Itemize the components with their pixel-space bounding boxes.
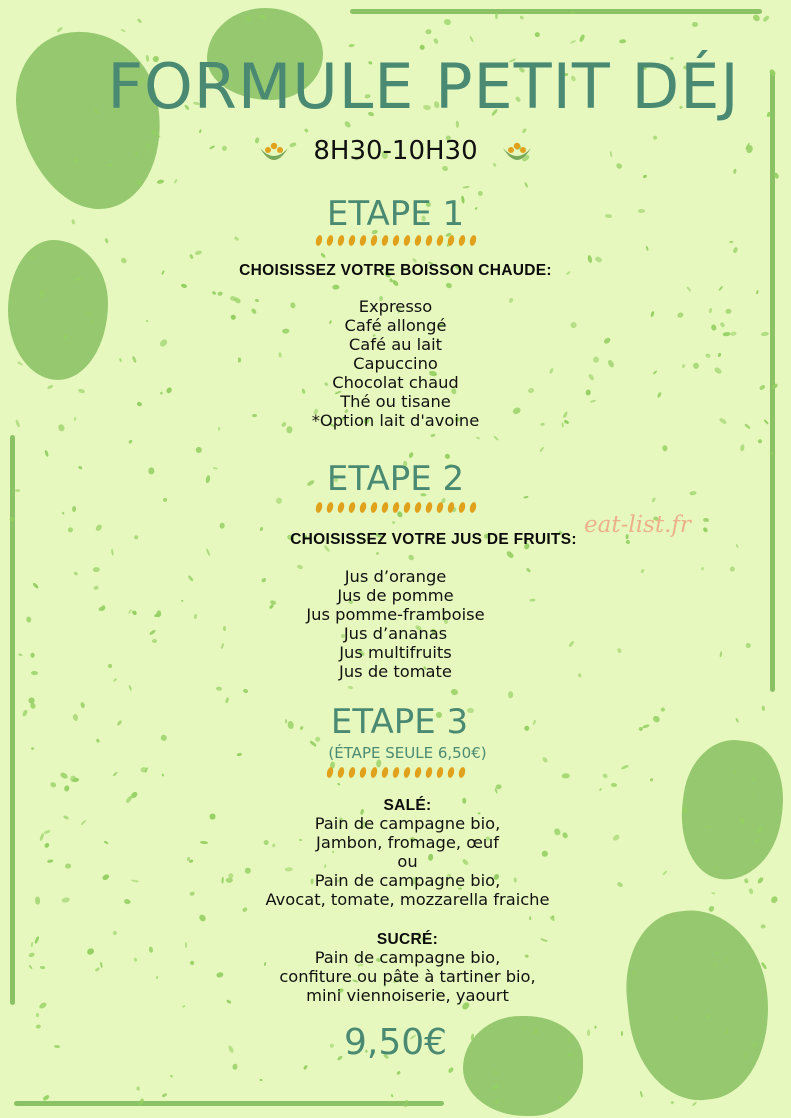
list-item: Pain de campagne bio, [314,871,501,890]
speckle [338,783,341,786]
list-item: Chocolat chaud [332,373,459,392]
divider-dot [391,234,399,246]
divider-dot [446,501,454,513]
speckle [718,285,723,291]
list-item: ou [397,852,418,871]
list-item: Jus multifruits [339,643,452,662]
divider-dot [347,234,355,246]
divider-dot [347,501,355,513]
list-item: mini viennoiserie, yaourt [306,986,509,1005]
divider-dot [413,234,421,246]
speckle [469,36,474,43]
speckle [505,551,514,560]
divider-dot [402,501,410,513]
speckle [528,916,531,920]
speckle [407,452,413,459]
speckle [173,179,177,185]
divider-dot [380,234,388,246]
speckle [599,787,603,791]
speckle [494,1099,500,1106]
speckle [162,1093,168,1098]
speckle [611,783,617,787]
divider-dot [402,766,410,778]
list-item: Pain de campagne bio, [314,948,501,967]
divider-dot [336,234,344,246]
divider-dot [413,766,421,778]
divider-dot [424,234,432,246]
speckle [139,1098,145,1106]
divider-dot [336,766,344,778]
divider-dot [358,766,366,778]
list-item: Jus de pomme [337,586,454,605]
speckle [757,438,762,443]
hours-row [0,136,791,166]
divider-dot [435,234,443,246]
flower-icon [500,140,534,162]
divider-dot [314,501,322,513]
speckle [524,182,529,189]
speckle [551,914,555,918]
speckle [392,520,396,524]
speckle [426,29,432,35]
speckle [29,255,34,260]
speckle [303,1065,308,1071]
divider-dot [402,234,410,246]
speckle [705,1013,710,1018]
speckle [120,28,126,32]
speckle [475,437,479,440]
speckle [433,37,439,44]
speckle [643,175,648,179]
speckle [348,685,353,689]
speckle [244,15,252,23]
divider-dot [391,501,399,513]
page-title: FORMULE PETIT DÉJ [107,50,740,123]
list-item: Jus de tomate [339,662,452,681]
speckle [494,12,498,19]
speckle [491,1083,499,1091]
speckle [732,169,736,175]
speckle [451,688,459,695]
speckle [189,253,194,259]
speckle [774,173,780,179]
speckle [199,129,203,134]
speckle [181,283,188,288]
divider-dot [358,501,366,513]
divider-dot [325,766,333,778]
list-item: *Option lait d'avoine [311,411,480,430]
speckle [195,250,203,256]
divider-dot [457,234,465,246]
divider-dot [435,501,443,513]
divider-dot [424,501,432,513]
speckle [740,444,745,451]
speckle [686,286,691,292]
speckle [128,438,133,444]
speckle [752,13,761,22]
divider-dot [391,766,399,778]
divider-dot [424,766,432,778]
speckle [205,548,210,556]
list-item: Pain de campagne bio, [314,814,501,833]
speckle [447,1066,454,1073]
speckle [663,445,668,452]
speckle [50,781,57,788]
speckle [751,778,755,781]
divider-dot [468,234,476,246]
step3-divider [0,767,791,778]
speckle [760,924,765,929]
speckle [570,40,576,44]
speckle [55,26,63,33]
speckle [376,551,380,555]
speckle [397,1071,402,1076]
speckle [493,435,499,441]
speckle [196,447,203,454]
speckle [691,1101,697,1107]
speckle [219,522,225,528]
opening-hours: 8H30-10H30 [313,136,478,166]
speckle [534,31,540,37]
speckle [441,165,448,172]
sale-list [12,814,791,909]
speckle [640,1091,644,1098]
speckle [198,913,207,922]
speckle [618,39,626,44]
list-item: Café allongé [344,316,447,335]
speckle [755,290,758,295]
menu-price: 9,50€ [343,1022,448,1063]
speckle [259,14,267,20]
speckle [349,44,355,48]
list-item: Jambon, fromage, œuf [316,833,499,852]
speckle [136,179,143,187]
divider-dot [369,234,377,246]
step1-heading: CHOISISSEZ VOTRE BOISSON CHAUDE: [239,262,552,279]
divider-dot [336,501,344,513]
speckle [674,1015,678,1020]
speckle [137,18,143,24]
speckle [36,1013,39,1018]
speckle [407,554,415,562]
divider-dot [413,501,421,513]
divider-dot [347,766,355,778]
speckle [157,180,165,185]
list-item: Expresso [358,297,433,316]
speckle [430,433,436,438]
speckle [444,18,452,25]
speckle [522,128,527,134]
speckle [232,1064,238,1070]
divider-dot [325,234,333,246]
speckle [645,246,649,251]
watermark: eat-list.fr [584,512,691,538]
divider-dot [314,234,322,246]
sucre-heading: SUCRÉ: [376,931,439,948]
speckle [732,246,739,254]
divider-dot [369,766,377,778]
speckle [520,15,524,19]
divider-dot [446,766,454,778]
speckle [390,1094,393,1098]
step3-note: (ÉTAPE SEULE 6,50€) [328,744,487,762]
speckle [692,22,698,27]
speckle [446,282,453,289]
speckle [111,548,114,555]
speckle [703,518,709,522]
list-item: confiture ou pâte à tartiner bio, [279,967,536,986]
speckle [217,291,222,296]
speckle [64,786,70,793]
speckle [44,449,49,457]
list-item: Thé ou tisane [340,392,451,411]
step1-title: ETAPE 1 [326,194,465,234]
speckle [419,44,424,50]
speckle [578,33,585,42]
speckle [43,1094,51,1101]
list-item: Jus pomme-framboise [306,605,485,624]
divider-dot [358,234,366,246]
speckle [137,1087,140,1091]
speckle [216,687,222,692]
speckle [463,185,470,188]
sale-heading: SALÉ: [383,797,432,814]
divider-dot [435,766,443,778]
speckle [170,1075,173,1078]
list-item: Jus d’ananas [343,624,448,643]
speckle [242,688,248,694]
speckle [260,1079,263,1082]
speckle [569,11,574,14]
speckle [320,252,327,259]
divider-dot [457,501,465,513]
step2-title: ETAPE 2 [326,459,465,499]
step3-title: ETAPE 3 [330,702,469,742]
divider-dot [369,501,377,513]
step2-heading: CHOISISSEZ VOTRE JUS DE FRUITS: [290,531,577,548]
divider-dot [446,234,454,246]
flower-icon [257,140,291,162]
speckle [769,452,772,455]
speckle [539,446,544,452]
list-item: Avocat, tomate, mozzarella fraiche [265,890,550,909]
speckle [129,685,133,692]
divider-dot [468,501,476,513]
speckle [304,128,309,133]
speckle [9,516,15,521]
speckle [763,15,770,22]
divider-dot [325,501,333,513]
speckle [212,290,217,294]
speckle [671,1101,675,1105]
sucre-list [12,948,791,1005]
speckle [492,1070,498,1077]
divider-dot [380,501,388,513]
speckle [72,778,80,783]
step2-list [0,567,791,681]
speckle [391,279,399,287]
speckle [507,691,513,698]
divider-dot [457,766,465,778]
step1-list [0,297,791,430]
list-item: Jus d’orange [344,567,447,586]
list-item: Café au lait [348,335,443,354]
divider-dot [380,766,388,778]
step1-divider [0,235,791,246]
speckle [332,285,339,290]
list-item: Capuccino [353,354,438,373]
speckle [558,1094,565,1101]
